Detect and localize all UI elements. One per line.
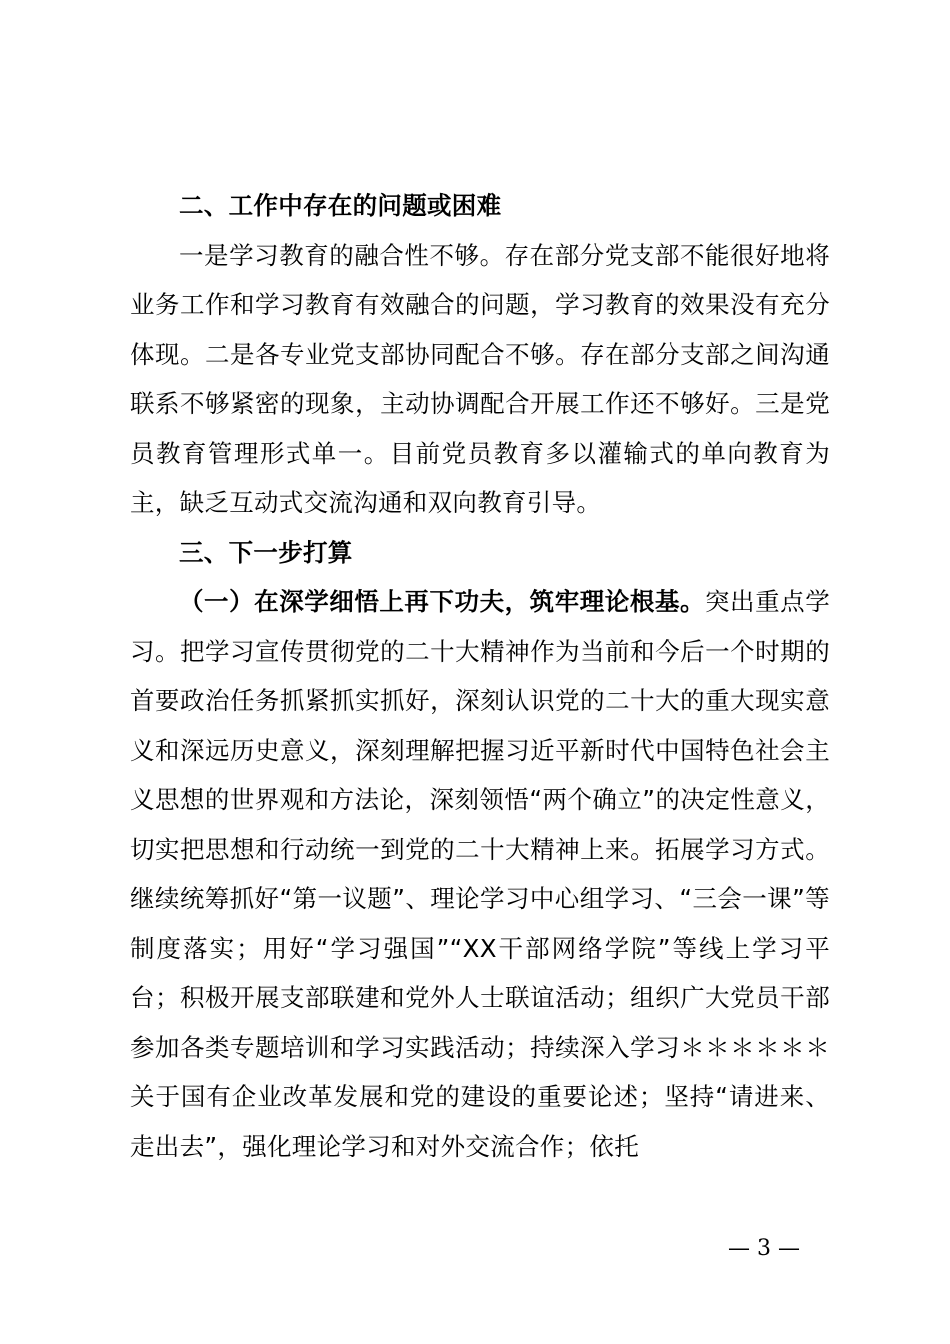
item-1-heading: （一）在深学细悟上再下功夫，筑牢理论根基。 (179, 587, 705, 616)
page-number (0, 1236, 950, 1261)
paragraph-problems: 一是学习教育的融合性不够。存在部分党支部不能很好地将业务工作和学习教育有效融合的问题，学习教育的效果没有充分体现。二是各专业党支部协同配合不够。存在部分支部之间沟通联系不够紧密的现象，主动协调配合开展工作还不够好。三是党员教育管理形式单一。目前党员教育多以灌输式的单向教育为主，缺乏互动式交流沟通和双向教育引导。 (130, 240, 830, 517)
item-1-body: 突出重点学习。把学习宣传贯彻党的二十大精神作为当前和今后一个时期的首要政治任务抓紧抓实抓好，深刻认识党的二十大的重大现实意义和深远历史意义，深刻理解把握习近平新时代中国特色社会主义思想的世界观和方法论，深刻领悟“两个确立”的决定性意义，切实把思想和行动统一到党的二十大精神上来。拓展学习方式。继续统筹抓好“第一议题”、理论学习中心组学习、“三会一课”等制度落实；用好“学习强国”“XX干部网络学院”等线上学习平台；积极开展支部联建和党外人士联谊活动；组织广大党员干部参加各类专题培训和学习实践活动；持续深入学习＊＊＊＊＊＊关于国有企业改革发展和党的建设的重要论述；坚持“请进来、走出去”，强化理论学习和对外交流合作；依托 (130, 587, 830, 1161)
section-heading-problems: 二、工作中存在的问题或困难 (179, 191, 502, 220)
document-body (130, 181, 830, 1171)
page-number-text: — 3 — (728, 1236, 800, 1261)
section-heading-next-steps: 三、下一步打算 (179, 537, 353, 567)
paragraph-item-1 (130, 577, 830, 1171)
